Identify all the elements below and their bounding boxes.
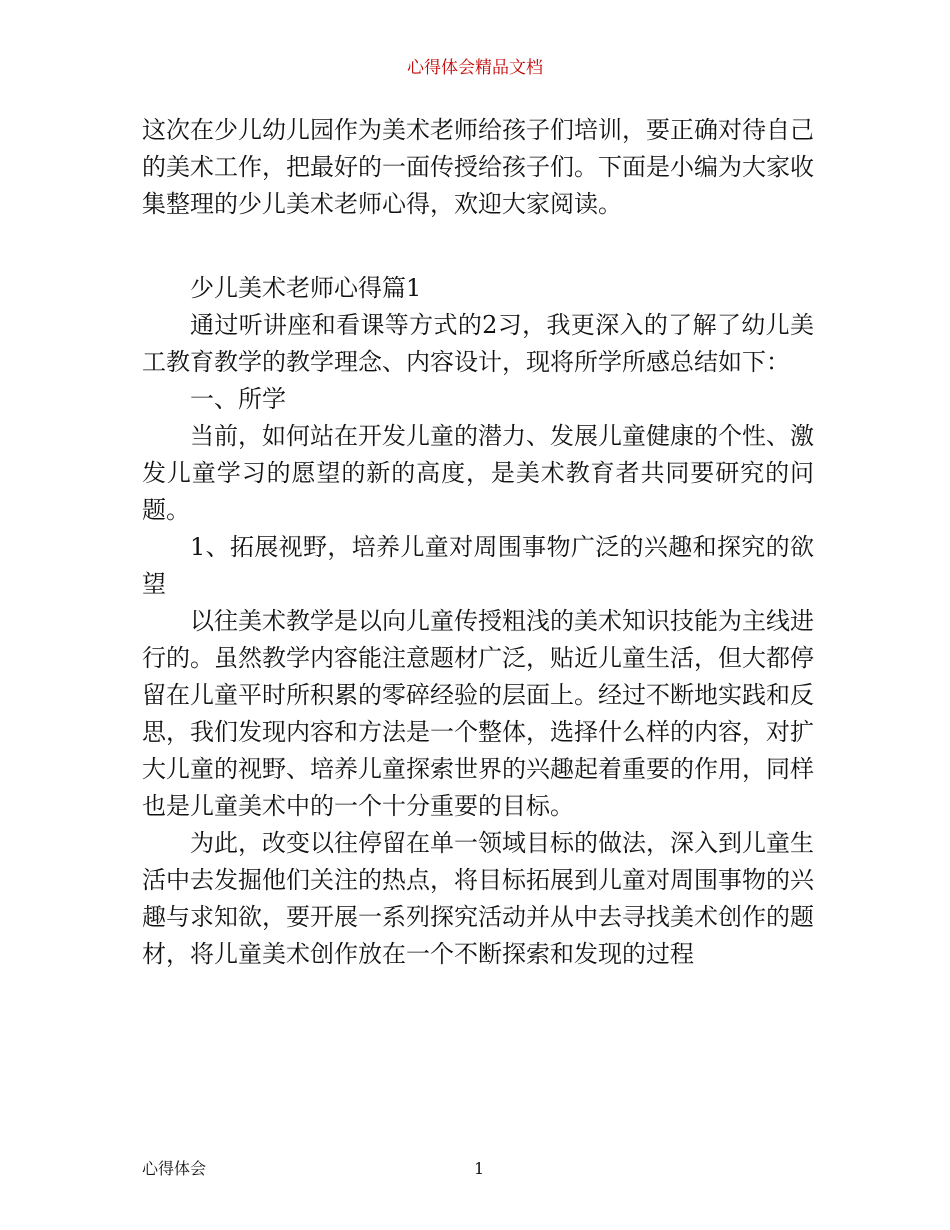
section-title: 少儿美术老师心得篇1: [190, 274, 422, 302]
page-footer: [142, 1157, 814, 1181]
document-body: [142, 112, 814, 973]
header-title: 心得体会精品文档: [407, 58, 543, 78]
subheading-1: 1、拓展视野，培养儿童对周围事物广泛的兴趣和探究的欲望: [142, 533, 814, 598]
footer-label: 心得体会: [142, 1159, 207, 1178]
page-number: 1: [474, 1159, 485, 1178]
paragraph-4: 为此，改变以往停留在单一领域目标的做法，深入到儿童生活中去发掘他们关注的热点，将目标拓展到儿童对周围事物的兴趣与求知欲，要开展一系列探究活动并从中去寻找美术创作的题材，将儿童美术创作放在一个不断探索和发现的过程: [142, 829, 814, 968]
page-header: [0, 56, 950, 80]
paragraph-3: 以往美术教学是以向儿童传授粗浅的美术知识技能为主线进行的。虽然教学内容能注意题材广泛，贴近儿童生活，但大都停留在儿童平时所积累的零碎经验的层面上。经过不断地实践和反思，我们发现内容和方法是一个整体，选择什么样的内容，对扩大儿童的视野、培养儿童探索世界的兴趣起着重要的作用，同样也是儿童美术中的一个十分重要的目标。: [142, 607, 814, 820]
paragraph-1: 通过听讲座和看课等方式的2习，我更深入的了解了幼儿美工教育教学的教学理念、内容设计，现将所学所感总结如下：: [142, 311, 814, 376]
paragraph-2: 当前，如何站在开发儿童的潜力、发展儿童健康的个性、激发儿童学习的愿望的新的高度，是美术教育者共同要研究的问题。: [142, 422, 814, 524]
heading-1: 一、所学: [190, 385, 286, 413]
intro-paragraph: 这次在少儿幼儿园作为美术老师给孩子们培训，要正确对待自己的美术工作，把最好的一面传授给孩子们。下面是小编为大家收集整理的少儿美术老师心得，欢迎大家阅读。: [142, 116, 814, 218]
paragraph-spacer: [142, 223, 814, 270]
